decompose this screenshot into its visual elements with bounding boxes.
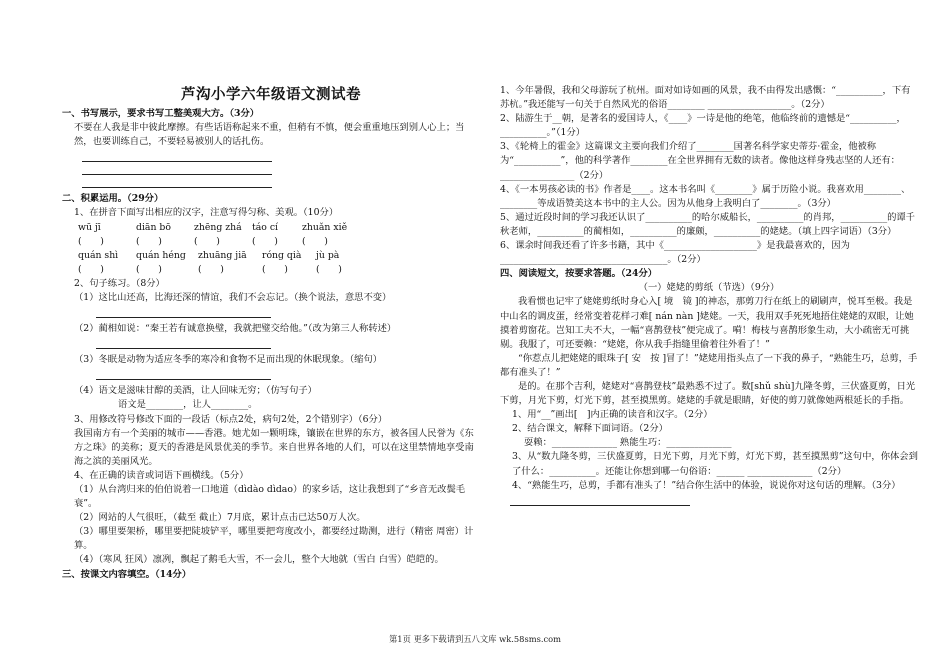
pinyin: quán héng <box>136 249 186 261</box>
reading-q2: 2、结合课文，解释下面词语。（2分） <box>512 423 668 435</box>
answer-line[interactable] <box>96 371 271 380</box>
pinyin: quán shì <box>78 249 119 261</box>
section2-heading: 二、积累运用。（29分） <box>62 193 164 205</box>
answer-bracket[interactable]: ( ) <box>136 263 162 275</box>
fill-4: 4、《一本男孩必读的书》作者是____。这本书名叫《________》属于历险小说。我喜欢用________、________等成语赞美这本书中的主人公。因为从他身上我明白了________。（3分） <box>500 183 911 209</box>
q2-4-blank: 语文是________，让人________。 <box>118 399 258 411</box>
page-footer: 第1页 更多下载请到五八文库 wk.58sms.com <box>389 634 561 644</box>
pinyin: diān bō <box>136 221 171 233</box>
answer-line <box>82 166 272 175</box>
bracket-row-2 <box>62 263 480 277</box>
passage-paragraph-1: 我看惯也记牢了姥姥剪纸时身心入[ 境 镜 ]的神态，那剪刀行在纸上的刷刷声，悦耳至极。我是中山名的调皮蛋，经常变着花样刁难[ nán nàn ]姥姥。一天，我用双手死死地捂住姥姥的双眼，让她摸着剪窗花。岂知工夫不大，一幅“喜鹊登枝”便完成了。嗬！梅枝与喜鹊形象生动，大小疏密无可挑剔。我服了，可还要赖：“姥姥，你从我手指缝里偷着往外看了！” <box>500 296 914 350</box>
q2-4: （4）语文是滋味甘醇的美酒，让人回味无穷；（仿写句子） <box>74 385 317 397</box>
answer-bracket[interactable]: ( ) <box>302 235 328 247</box>
pinyin: zhuǎn xiě <box>302 221 348 233</box>
answer-bracket[interactable]: ( ) <box>262 263 288 275</box>
q3-prompt: 3、用修改符号修改下面的一段话（标点2处，病句2处，2个错别字）（6分） <box>74 413 388 425</box>
section3-heading: 三、按课文内容填空。（14分） <box>62 568 192 580</box>
passage-paragraph-3: 是的。在那个吉利，姥姥对“喜鹊登枝”最熟悉不过了。数[shǔ shù]九隆冬剪，三伏盛夏剪，日光下剪，月光下剪，灯光下剪，甚至摸黑剪。姥姥的手就是眼睛，好使的剪刀就像她两根延长的手指。 <box>500 380 916 407</box>
reading-q2-sub: 耍赖：______________ 熟能生巧：______________ <box>524 437 732 449</box>
pinyin-row-1 <box>62 221 480 235</box>
answer-bracket[interactable]: ( ) <box>78 235 104 247</box>
q1-prompt: 1、在拼音下面写出相应的汉字，注意写得匀称、美观。（10分） <box>74 207 339 219</box>
page-title: 芦沟小学六年级语文测试卷 <box>181 86 361 103</box>
answer-line <box>82 153 272 162</box>
fill-6: 6、课余时间我还看了许多书籍，其中《____________________》是我最喜欢的，因为____________________________________。（2分） <box>500 240 850 266</box>
q2-1: （1）这比山还高，比海还深的情谊，我们不会忘记。（换个说法，意思不变） <box>74 292 392 304</box>
right-column <box>500 84 918 510</box>
pinyin: zhuāng jiā <box>198 249 247 261</box>
fill-5: 5、通过近段时间的学习我还认识了__________的哈尔威船长，__________的肖邦，__________的谭千秋老师，__________的蔺相如，__________的廉颇，__________的姥姥。（填上四字词语）（3分） <box>500 211 915 237</box>
passage-title: （一）姥姥的剪纸（节选）（9分） <box>638 282 780 294</box>
pinyin: zhēng zhá <box>194 221 242 233</box>
section4-heading: 四、阅读短文，按要求答题。（24分） <box>500 268 658 280</box>
answer-bracket[interactable]: ( ) <box>198 263 224 275</box>
pinyin: jù pà <box>316 249 340 261</box>
q4-prompt: 4、在正确的读音或词语下画横线。（5分） <box>74 469 249 481</box>
fill-3: 3、《轮椅上的霍金》这篇课文主要向我们介绍了________国著名科学家史蒂芬·霍金，他被称为“__________”，他的科学著作________在全世界拥有无数的读者。像他这样身残志坚的人还有：________________（2分） <box>500 141 900 181</box>
q3-text: 我国南方有一个美丽的城市——香港。她尤如一颗明珠，镶嵌在世界的东方，被各国人民誉为《东方之珠》的美称；夏天的香港是风景优美的季节。来自世界各地的人们，可以在这里禁情地享受南海之滨的美丽风光。 <box>74 427 474 467</box>
section1-heading: 一、书写展示，要求书写工整美观大方。（3分） <box>62 108 260 120</box>
passage-paragraph-2: “你惹点儿把姥姥的眼珠子[ 安 按 ]冒了！”姥姥用指头点了一下我的鼻子，“熟能生巧，总剪，手都有准头了！” <box>500 352 918 378</box>
q4-3: （3）哪里要架桥，哪里要把陡坡铲平，哪里要把弯度改小，都要经过勘测，进行（精密 周密）计算。 <box>74 526 474 552</box>
answer-bracket[interactable]: ( ) <box>136 235 162 247</box>
answer-line <box>82 179 272 188</box>
answer-bracket[interactable]: ( ) <box>316 263 342 275</box>
answer-bracket[interactable]: ( ) <box>194 235 220 247</box>
fill-2: 2、陆游生于__朝，是著名的爱国诗人，《____》一诗是他的绝笔，他临终前的遗憾是“__________，__________。”（1分） <box>500 113 906 139</box>
answer-bracket[interactable]: ( ) <box>78 263 104 275</box>
q4-2: （2）网站的人气很旺，（截至 截止）7月底，累计点击已达50万人次。 <box>74 512 366 524</box>
reading-q1: 1、用“__”画出[ ]内正确的读音和汉字。（2分） <box>512 409 713 421</box>
q2-2: （2）蔺相如说：“秦王若有诚意换璧，我就把璧交给他。”（改为第三人称转述） <box>74 323 397 335</box>
answer-bracket[interactable]: ( ) <box>252 235 278 247</box>
pinyin: táo cí <box>252 221 279 233</box>
answer-line[interactable] <box>96 340 271 349</box>
bracket-row-1 <box>62 235 480 249</box>
answer-line[interactable] <box>96 309 271 318</box>
q2-prompt: 2、句子练习。（8分） <box>74 277 165 289</box>
left-column <box>62 0 480 582</box>
fill-1: 1、今年暑假，我和父母游玩了杭州。面对如诗如画的风景，我不由得发出感慨：“__________，下有苏杭。”我还能写一句关于自然风光的俗语________ __________________。（2分） <box>500 85 911 111</box>
reading-q3: 3、从“数九隆冬剪，三伏盛夏剪，日光下剪，月光下剪，灯光下剪，甚至摸黑剪”这句中，你体会到了什么：__________。还能让你想到哪一句俗语：______ ______________（2分） <box>512 451 918 477</box>
reading-q4: 4、“熟能生巧，总剪，手都有准头了！”结合你生活中的体验，说说你对这句话的理解。（3分） <box>512 479 901 491</box>
q4-1: （1）从台湾归来的伯伯说着一口地道（dìdào dìdao）的家乡话，这让我想到了“乡音无改鬓毛衰”。 <box>74 483 466 510</box>
pinyin: wū jī <box>78 221 101 233</box>
pinyin: róng qià <box>262 249 302 261</box>
answer-line[interactable] <box>510 497 690 506</box>
section1-text: 不要在人我是非中彼此摩擦。有些话语称起来不重，但稍有不慎，便会重重地压到别人心上；当然，也要训练自己，不要轻易被别人的话扎伤。 <box>74 122 465 148</box>
q2-3: （3）冬眠是动物为适应冬季的寒冷和食物不足而出现的休眠现象。（缩句） <box>74 354 383 366</box>
q4-4: （4）（寒风 狂风）凛冽，飘起了鹅毛大雪，不一会儿，整个大地就（雪白 白雪）皑皑的。 <box>74 554 444 566</box>
pinyin-row-2 <box>62 249 480 263</box>
